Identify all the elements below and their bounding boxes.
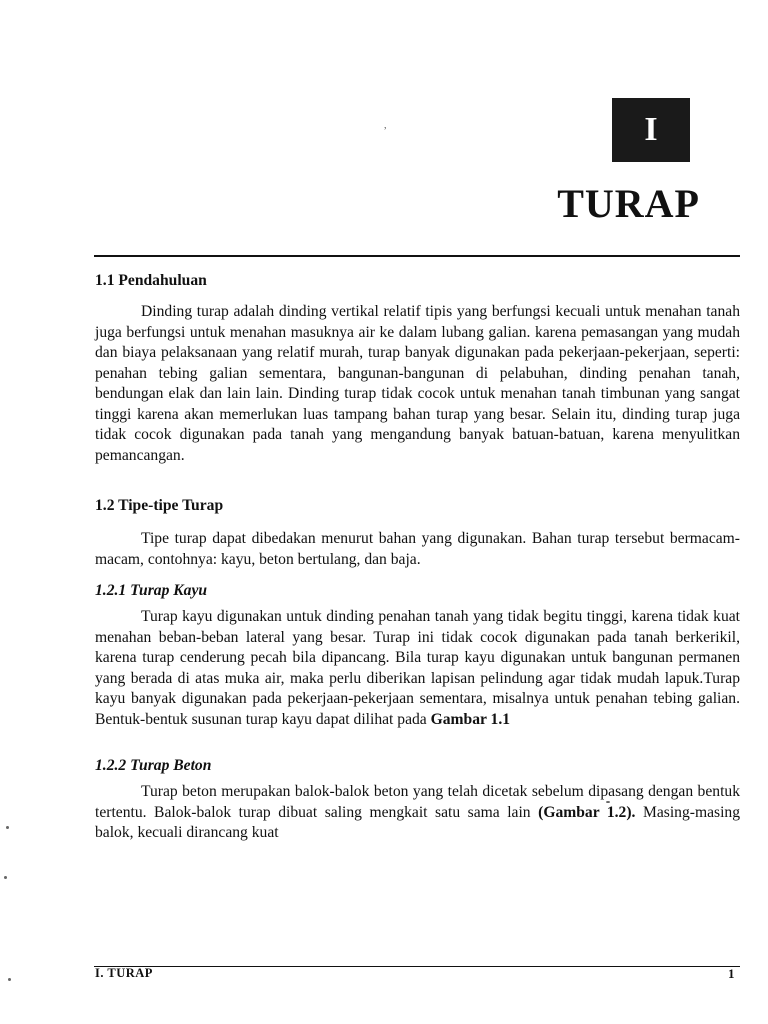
page-body <box>95 260 740 844</box>
subsection-heading-turap-kayu: 1.2.1 Turap Kayu <box>95 582 208 599</box>
footer-divider <box>94 966 740 967</box>
chapter-title: TURAP <box>557 181 700 226</box>
paragraph-turap-beton-text-a: Turap beton merupakan balok-balok beton yang telah dicetak sebelum dipasang dengan bentuk tertentu. Balok-balok turap dibuat saling mengkait satu sama lain <box>95 783 740 821</box>
paragraph-tipe-turap: Tipe turap dapat dibedakan menurut bahan yang digunakan. Bahan turap tersebut bermacam-macam, contohnya: kayu, beton bertulang, dan baja. <box>95 530 740 568</box>
paragraph-turap-beton <box>95 782 740 844</box>
footer-page-number: 1 <box>728 966 735 981</box>
paragraph-turap-beton-text-b: Masing-masing balok, kecuali dirancang kuat <box>95 803 740 841</box>
paragraph-turap-kayu-text: Turap kayu digunakan untuk dinding penahan tanah yang tidak begitu tinggi, karena tidak kuat menahan beban-beban lateral yang besar. Turap ini tidak cocok digunakan pada tanah berkerikil, karena turap cenderung pecah bila dipancang. Bila turap kayu digunakan untuk bangunan permanen yang berada di atas muka air, maka perlu diberikan lapisan pelindung agar tidak mudah lapuk.Turap kayu banyak digunakan pada pekerjaan-pekerjaan sementara, misalnya untuk penahan tebing galian. Bentuk-bentuk susunan turap kayu dapat dilihat pada <box>95 608 740 728</box>
footer-chapter-label: I. TURAP <box>95 966 153 980</box>
chapter-number-box <box>612 98 690 162</box>
figure-reference-1-2: (Gambar 1.2). <box>538 803 636 821</box>
scan-speck <box>8 978 11 981</box>
stray-mark: , <box>384 120 387 131</box>
header-divider <box>94 255 740 257</box>
scan-speck <box>6 826 9 829</box>
section-heading-pendahuluan: 1.1 Pendahuluan <box>95 272 207 289</box>
section-heading-tipe-turap: 1.2 Tipe-tipe Turap <box>95 497 224 514</box>
scan-speck <box>4 876 7 879</box>
subsection-heading-turap-beton: 1.2.2 Turap Beton <box>95 757 212 774</box>
figure-reference-1-1: Gambar 1.1 <box>430 710 511 728</box>
paragraph-pendahuluan: Dinding turap adalah dinding vertikal relatif tipis yang berfungsi kecuali untuk menahan tanah juga berfungsi untuk menahan masuknya air ke dalam lubang galian. karena pemasangan yang mudah dan biaya pelaksanaan yang relatif murah, turap banyak digunakan pada pekerjaan-pekerjaan, seperti: penahan tebing galian sementara, bangunan-bangunan di pelabuhan, dinding penahan tanah, bendungan elak dan lain lain. Dinding turap tidak cocok untuk menahan tanah timbunan yang sangat tinggi karena akan memerlukan luas tampang bahan turap yang besar. Selain itu, dinding turap juga tidak cocok digunakan pada tanah yang mengandung banyak batuan-batuan, karena menyulitkan pemancangan. <box>95 303 740 464</box>
scan-speck <box>606 801 610 803</box>
paragraph-turap-kayu <box>95 607 740 730</box>
chapter-number: I <box>644 111 658 148</box>
